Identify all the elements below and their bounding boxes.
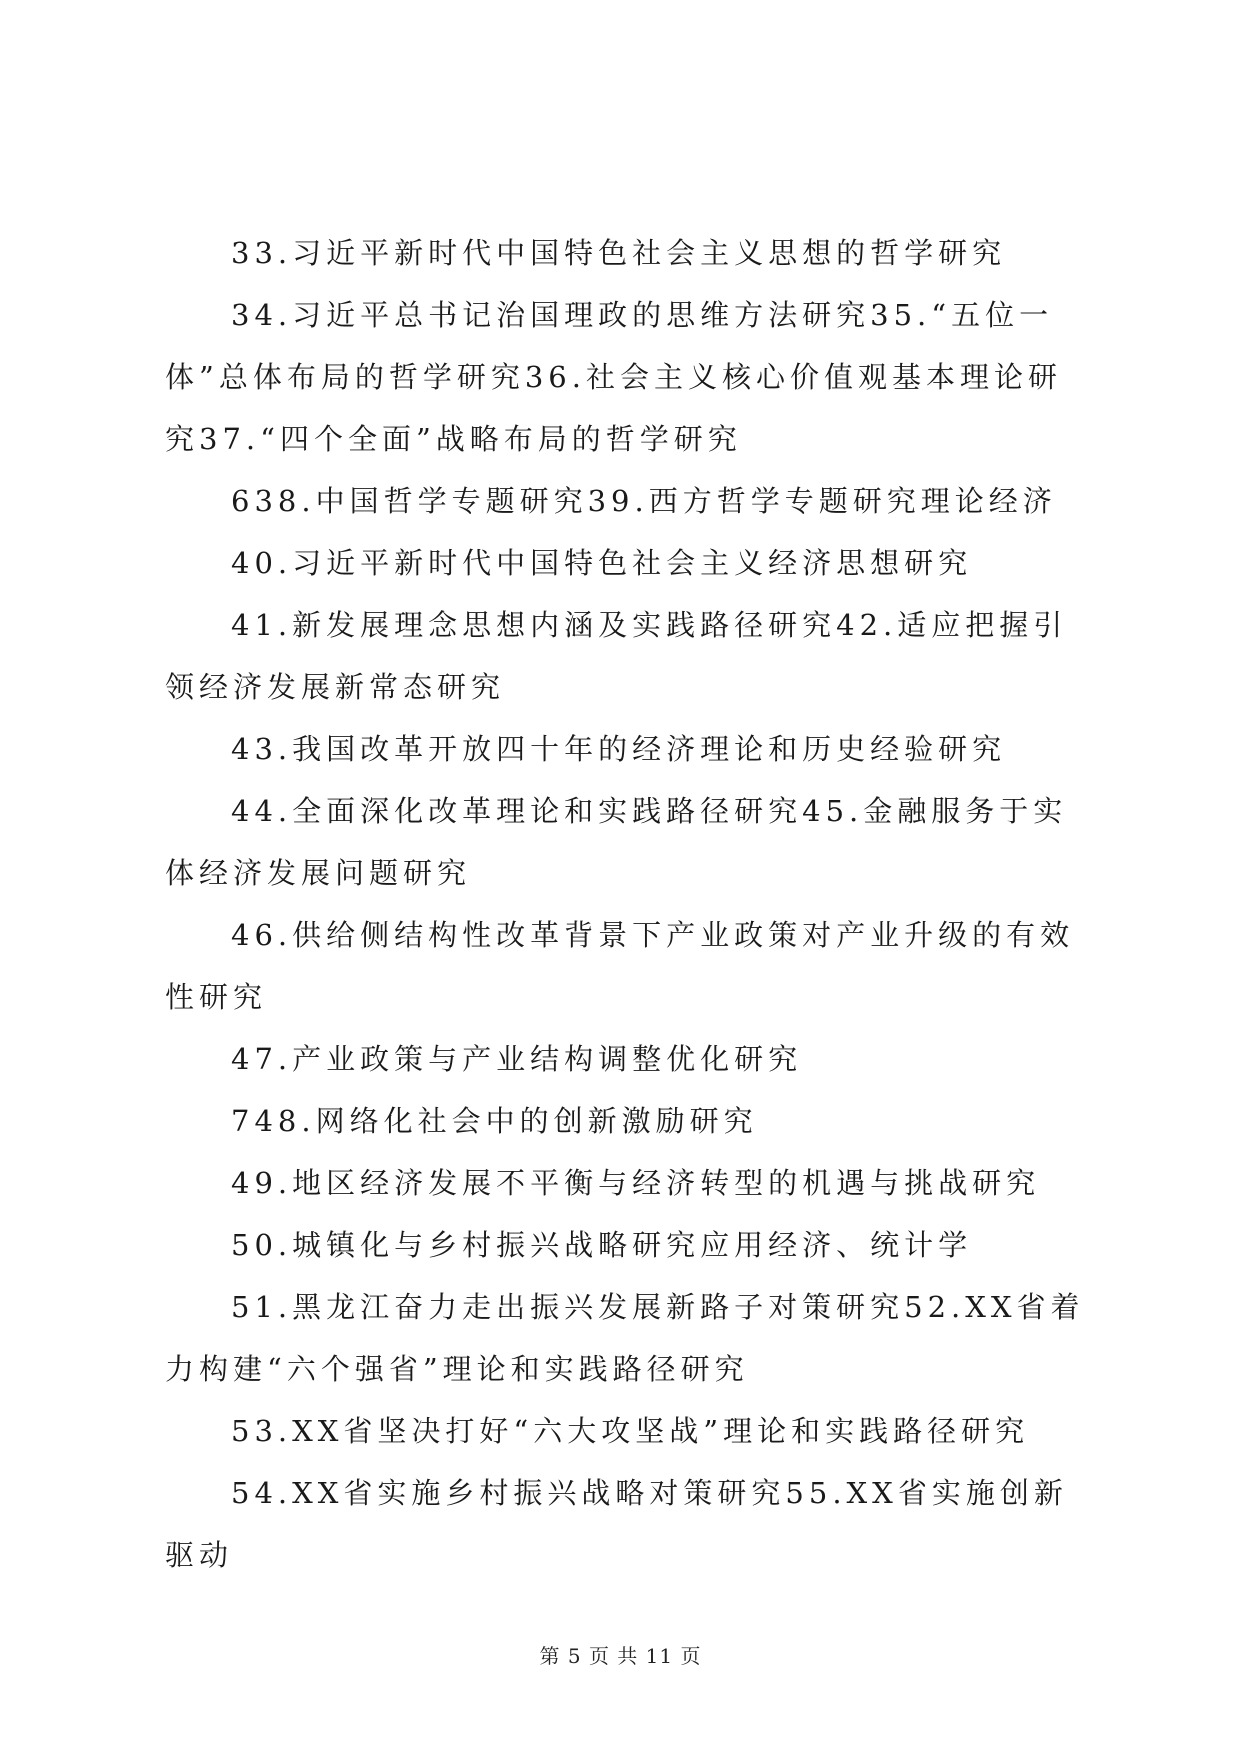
paragraph: 51.黑龙江奋力走出振兴发展新路子对策研究52.XX省着力构建“六个强省”理论和实践路径研究 (165, 1290, 1085, 1386)
paragraph: 54.XX省实施乡村振兴战略对策研究55.XX省实施创新驱动 (165, 1476, 1068, 1572)
paragraph: 44.全面深化改革理论和实践路径研究45.金融服务于实体经济发展问题研究 (165, 794, 1068, 890)
paragraph: 748.网络化社会中的创新激励研究 (231, 1104, 758, 1138)
document-body (165, 222, 1095, 1586)
paragraph: 43.我国改革开放四十年的经济理论和历史经验研究 (231, 732, 1007, 766)
paragraph: 34.习近平总书记治国理政的思维方法研究35.“五位一体”总体布局的哲学研究36.社会主义核心价值观基本理论研究37.“四个全面”战略布局的哲学研究 (165, 298, 1062, 456)
page-footer: 第 5 页 共 11 页 (539, 1644, 702, 1668)
paragraph: 53.XX省坚决打好“六大攻坚战”理论和实践路径研究 (231, 1414, 1030, 1448)
paragraph: 41.新发展理念思想内涵及实践路径研究42.适应把握引领经济发展新常态研究 (165, 608, 1068, 704)
paragraph: 46.供给侧结构性改革背景下产业政策对产业升级的有效性研究 (165, 918, 1075, 1014)
paragraph: 47.产业政策与产业结构调整优化研究 (231, 1042, 803, 1076)
paragraph: 40.习近平新时代中国特色社会主义经济思想研究 (231, 546, 973, 580)
paragraph: 49.地区经济发展不平衡与经济转型的机遇与挑战研究 (231, 1166, 1041, 1200)
paragraph: 50.城镇化与乡村振兴战略研究应用经济、统计学 (231, 1228, 973, 1262)
paragraph: 638.中国哲学专题研究39.西方哲学专题研究理论经济 (231, 484, 1057, 518)
paragraph: 33.习近平新时代中国特色社会主义思想的哲学研究 (231, 236, 1007, 270)
